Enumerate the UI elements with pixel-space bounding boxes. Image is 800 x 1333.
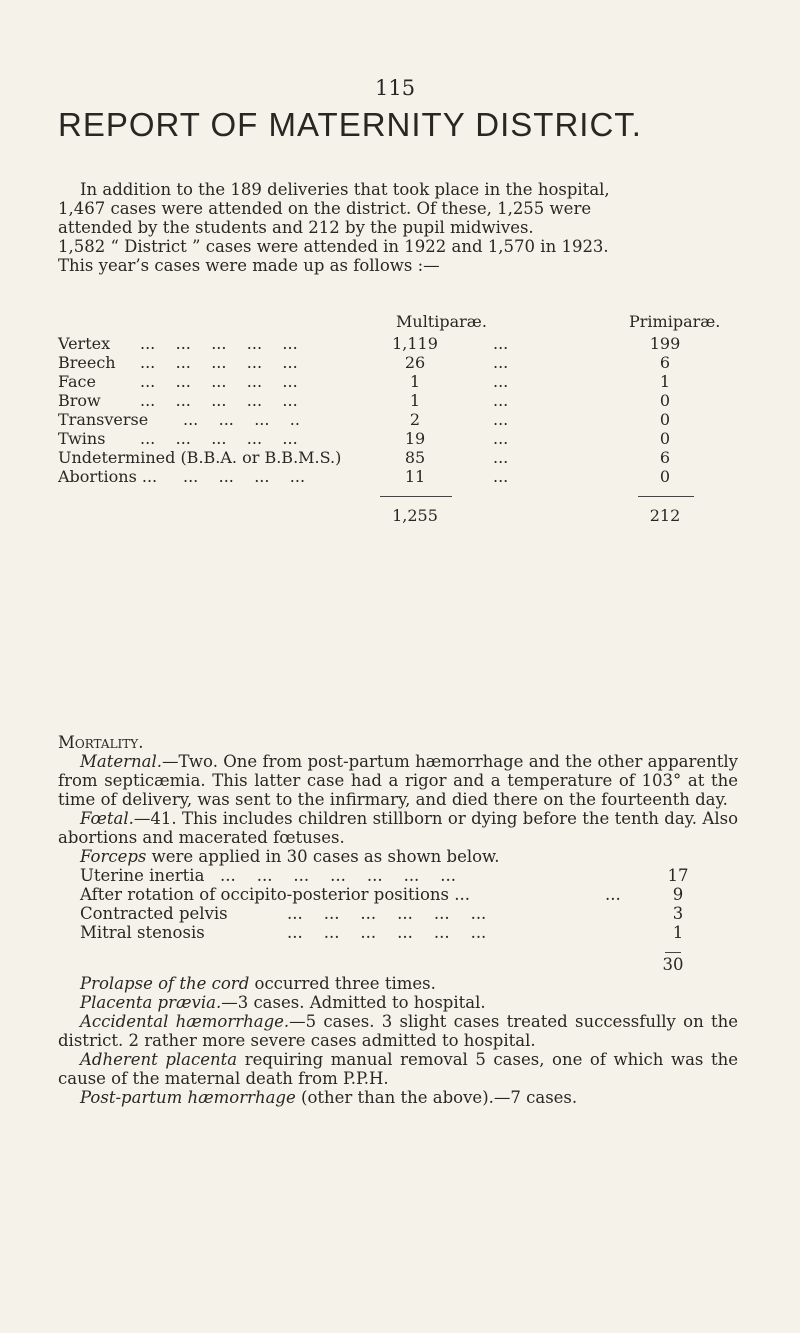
total-rule [638, 496, 694, 497]
forceps-list [80, 866, 738, 946]
adherent-placenta-paragraph: Adherent placenta requiring manual removal 5 cases, one of which was the cause of the maternal death from P.P.H. [58, 1050, 738, 1088]
mortality-section [58, 733, 738, 1107]
table-row: Undetermined (B.B.A. or B.B.M.S.) 85 ... 6 [58, 448, 671, 467]
forceps-paragraph: Forceps were applied in 30 cases as shown below. [80, 847, 500, 866]
placenta-praevia-paragraph: Placenta prævia.—3 cases. Admitted to hospital. [80, 993, 486, 1012]
accidental-haemorrhage-paragraph: Accidental hæmorrhage.—5 cases. 3 slight cases treated successfully on the district. 2 rather more severe cases admitted to hospital. [58, 1012, 738, 1050]
intro-line: attended by the students and 212 by the pupil midwives. [58, 218, 534, 237]
maternal-paragraph: Maternal.—Two. One from post-partum hæmorrhage and the other apparently from septicæmia. This latter case had a rigor and a temperature of 103° at the time of delivery, was sent to the infirmary, and died there on the fourteenth day. [58, 752, 738, 809]
total-rule [665, 952, 681, 953]
forceps-total: 30 [662, 955, 684, 974]
report-title: REPORT OF MATERNITY DISTRICT. [58, 106, 642, 143]
table-row: Vertex ... ... ... ... ... 1,119 ... 199 [58, 334, 681, 353]
intro-line: 1,582 “ District ” cases were attended in 1922 and 1,570 in 1923. [58, 237, 609, 256]
column-header-multiparae: Multiparæ. [396, 312, 487, 331]
list-item: Uterine inertia ... ... ... ... ... ... ... 17 [80, 866, 689, 885]
table-row: Breech ... ... ... ... ... 26 ... 6 [58, 353, 671, 372]
mortality-heading: Mortality. [58, 733, 144, 752]
intro-line: In addition to the 189 deliveries that took place in the hospital, [80, 180, 610, 199]
list-item: Contracted pelvis ... ... ... ... ... ... 3 [80, 904, 684, 923]
forceps-total-block [58, 946, 738, 974]
table-row: Abortions ... ... ... ... ... 11 ... 0 [58, 467, 671, 486]
table-row: Transverse ... ... ... .. 2 ... 0 [58, 410, 671, 429]
table-row: Twins ... ... ... ... ... 19 ... 0 [58, 429, 671, 448]
list-item: After rotation of occipito-posterior positions ... ... 9 [80, 885, 684, 904]
intro-line: This year’s cases were made up as follows :— [58, 256, 440, 275]
foetal-paragraph: Fœtal.—41. This includes children stillborn or dying before the tenth day. Also abortions and macerated fœtuses. [58, 809, 738, 847]
table-row: Face ... ... ... ... ... 1 ... 1 [58, 372, 671, 391]
list-item: Mitral stenosis ... ... ... ... ... ... 1 [80, 923, 684, 942]
table-row: Brow ... ... ... ... ... 1 ... 0 [58, 391, 671, 410]
page-number: 115 [375, 76, 416, 100]
intro-paragraph [58, 180, 738, 275]
post-partum-haemorrhage-paragraph: Post-partum hæmorrhage (other than the above).—7 cases. [80, 1088, 578, 1107]
column-header-primiparae: Primiparæ. [629, 312, 721, 331]
total-rule [380, 496, 452, 497]
prolapse-paragraph: Prolapse of the cord occurred three times. [80, 974, 436, 993]
intro-line: 1,467 cases were attended on the district. Of these, 1,255 were [58, 199, 592, 218]
table-total-row: 1,255 212 [392, 506, 681, 525]
